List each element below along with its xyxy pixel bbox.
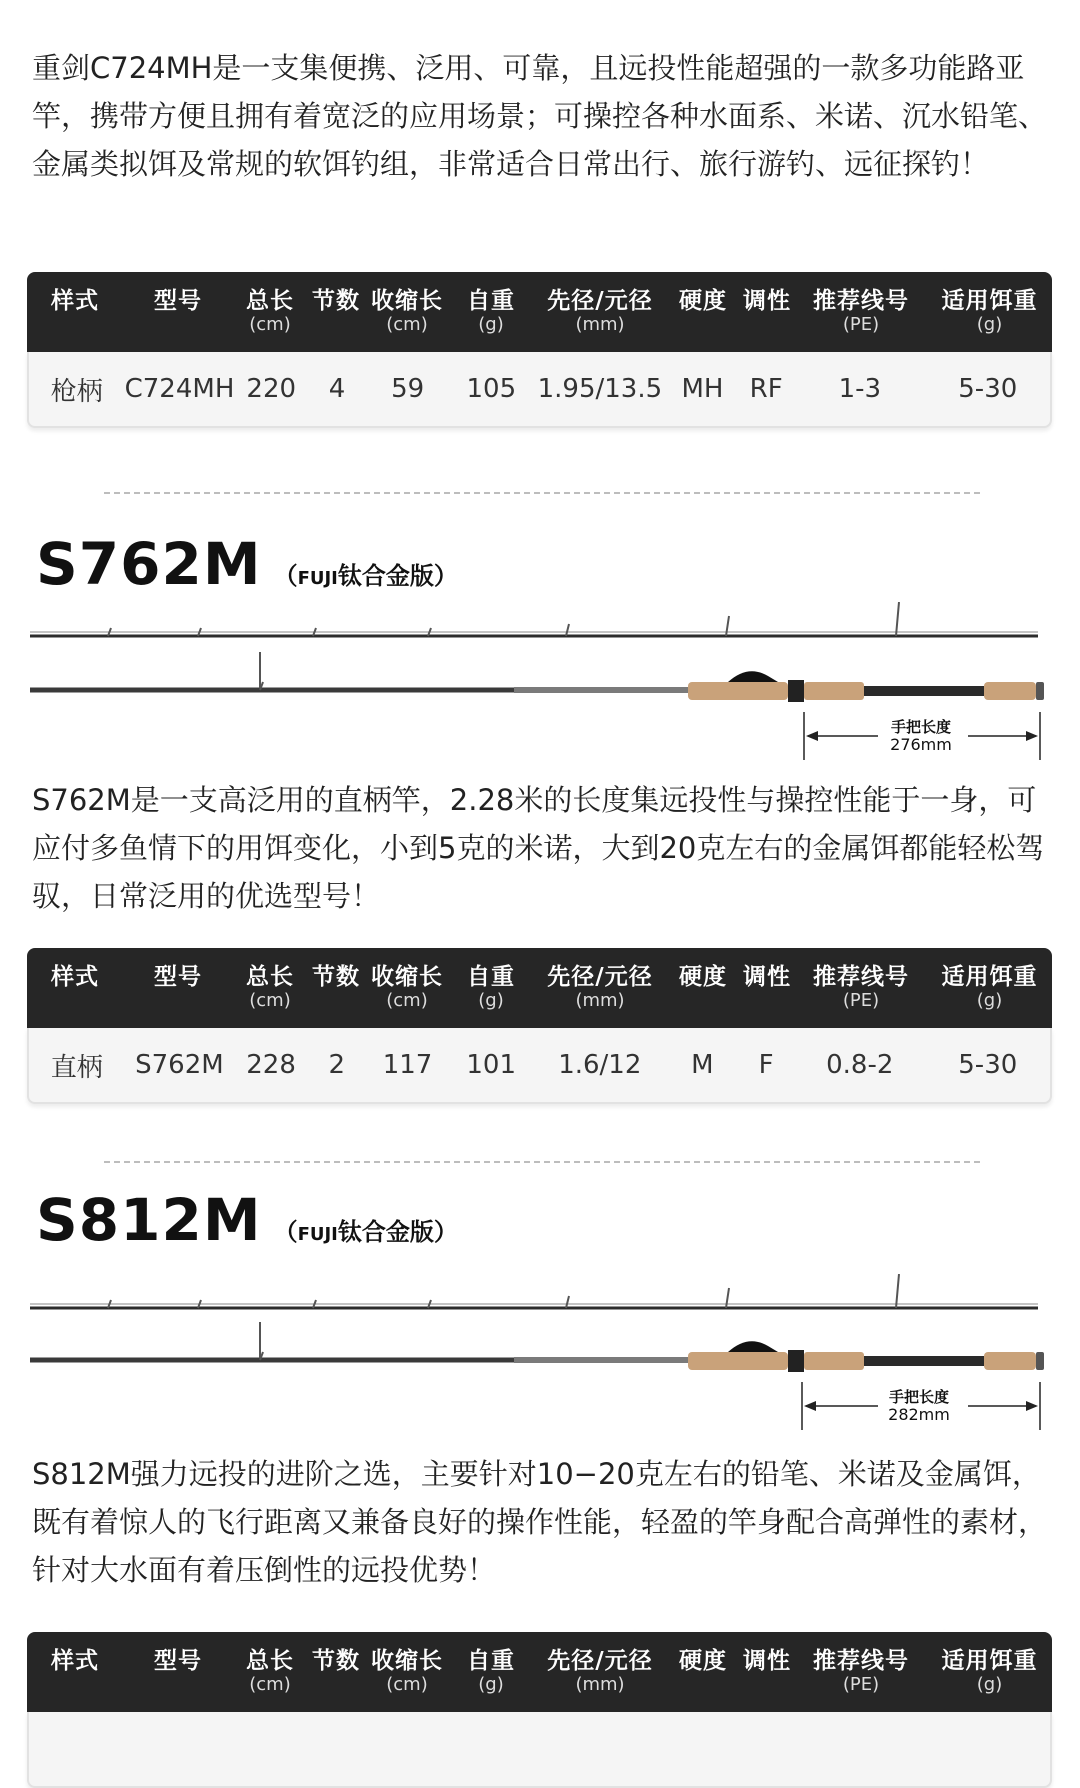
header-cell: 自重 (g) (467, 964, 515, 1011)
description-s812m: S812M强力远投的进阶之选，主要针对10−20克左右的铅笔、米诺及金属饵，既有着惊人的飞行距离又兼备良好的操作性能，轻盈的竿身配合高弹性的素材，针对大水面有着压倒性的远投优势！ (32, 1457, 1048, 1587)
rod-butt-section (30, 652, 1044, 702)
table-cell: S762M (135, 1050, 224, 1080)
header-cell: 自重 (g) (467, 288, 515, 335)
header-cell: 自重 (g) (467, 1648, 515, 1695)
header-cell: 收缩长 (cm) (371, 288, 443, 335)
table-cell: 直柄 (50, 1052, 103, 1083)
table-cell: 1.6/12 (558, 1050, 642, 1080)
table-cell: 1.95/13.5 (537, 374, 663, 404)
description-s762m: S762M是一支高泛用的直柄竿，2.28米的长度集远投性与操控性能于一身，可应付多鱼情下的用饵变化，小到5克的米诺，大到20克左右的金属饵都能轻松驾驭，日常泛用的优选型号！ (32, 783, 1045, 913)
table-cell: 0.8-2 (826, 1050, 894, 1080)
section-divider (104, 1161, 980, 1163)
header-cell: 型号 (154, 288, 202, 314)
table-cell: M (691, 1050, 714, 1080)
header-cell: 适用饵重 (g) (941, 964, 1038, 1011)
model-name: S812M (36, 1186, 262, 1254)
table-row (27, 1028, 1052, 1104)
header-cell: 型号 (154, 1648, 202, 1674)
header-cell: 先径/元径 (mm) (547, 288, 653, 335)
spec-table-s812m (27, 1632, 1052, 1788)
header-cell: 适用饵重 (g) (941, 288, 1038, 335)
table-cell: C724MH (124, 374, 235, 404)
spec-table-c724mh (27, 272, 1052, 428)
table-cell: 117 (382, 1050, 433, 1080)
table-header (27, 272, 1052, 352)
table-cell: RF (749, 374, 783, 404)
intro-paragraph: 重剑C724MH是一支集便携、泛用、可靠，且远投性能超强的一款多功能路亚竿，携带方便且拥有着宽泛的应用场景；可操控各种水面系、米诺、沉水铅笔、金属类拟饵及常规的软饵钓组，非常适合日常出行、旅行游钓、远征探钓！ (32, 51, 1048, 181)
model-title-s762m (36, 530, 458, 598)
model-name: S762M (36, 530, 262, 598)
header-cell: 调性 (743, 964, 791, 990)
header-cell: 硬度 (679, 288, 727, 314)
header-cell: 收缩长 (cm) (371, 964, 443, 1011)
table-cell: 枪柄 (50, 376, 103, 407)
header-cell: 硬度 (679, 1648, 727, 1674)
spec-table-s762m (27, 948, 1052, 1104)
model-subtitle: （FUJI钛合金版） (273, 562, 458, 590)
rod-tip-section (30, 602, 1038, 636)
header-cell: 样式 (51, 288, 99, 314)
header-cell: 样式 (51, 1648, 99, 1674)
header-cell: 先径/元径 (mm) (547, 1648, 653, 1695)
table-cell: 228 (246, 1050, 296, 1080)
rod-butt-section (30, 1322, 1044, 1372)
model-subtitle: （FUJI钛合金版） (273, 1218, 458, 1246)
table-cell: 105 (466, 374, 517, 404)
header-cell: 节数 (312, 288, 360, 314)
table-row (27, 1712, 1052, 1788)
header-cell: 推荐线号 (PE) (813, 964, 909, 1011)
handle-length-label: 手把长度 282mm (888, 1388, 950, 1424)
header-cell: 样式 (51, 964, 99, 990)
table-cell: 101 (466, 1050, 517, 1080)
table-header (27, 948, 1052, 1028)
header-cell: 总长 (cm) (246, 1648, 294, 1695)
header-cell: 总长 (cm) (246, 288, 294, 335)
header-cell: 推荐线号 (PE) (813, 1648, 909, 1695)
handle-length-label: 手把长度 276mm (890, 718, 952, 754)
section-divider (104, 492, 980, 494)
table-cell: 1-3 (838, 374, 882, 404)
header-cell: 节数 (312, 964, 360, 990)
table-header (27, 1632, 1052, 1712)
header-cell: 总长 (cm) (246, 964, 294, 1011)
header-cell: 节数 (312, 1648, 360, 1674)
rod-tip-section (30, 1274, 1038, 1308)
header-cell: 先径/元径 (mm) (547, 964, 653, 1011)
table-cell: 220 (246, 374, 297, 404)
header-cell: 推荐线号 (PE) (813, 288, 909, 335)
table-cell: 5-30 (958, 374, 1018, 404)
header-cell: 收缩长 (cm) (371, 1648, 443, 1695)
model-title-s812m (36, 1186, 458, 1254)
table-cell: 4 (328, 374, 346, 404)
header-cell: 调性 (743, 1648, 791, 1674)
table-cell: MH (681, 374, 724, 404)
header-cell: 硬度 (679, 964, 727, 990)
table-cell: 5-30 (958, 1050, 1018, 1080)
table-cell: F (758, 1050, 774, 1080)
table-row (27, 352, 1052, 428)
table-cell: 2 (328, 1050, 346, 1080)
table-cell: 59 (391, 374, 425, 404)
header-cell: 型号 (154, 964, 202, 990)
header-cell: 调性 (743, 288, 791, 314)
header-cell: 适用饵重 (g) (941, 1648, 1038, 1695)
